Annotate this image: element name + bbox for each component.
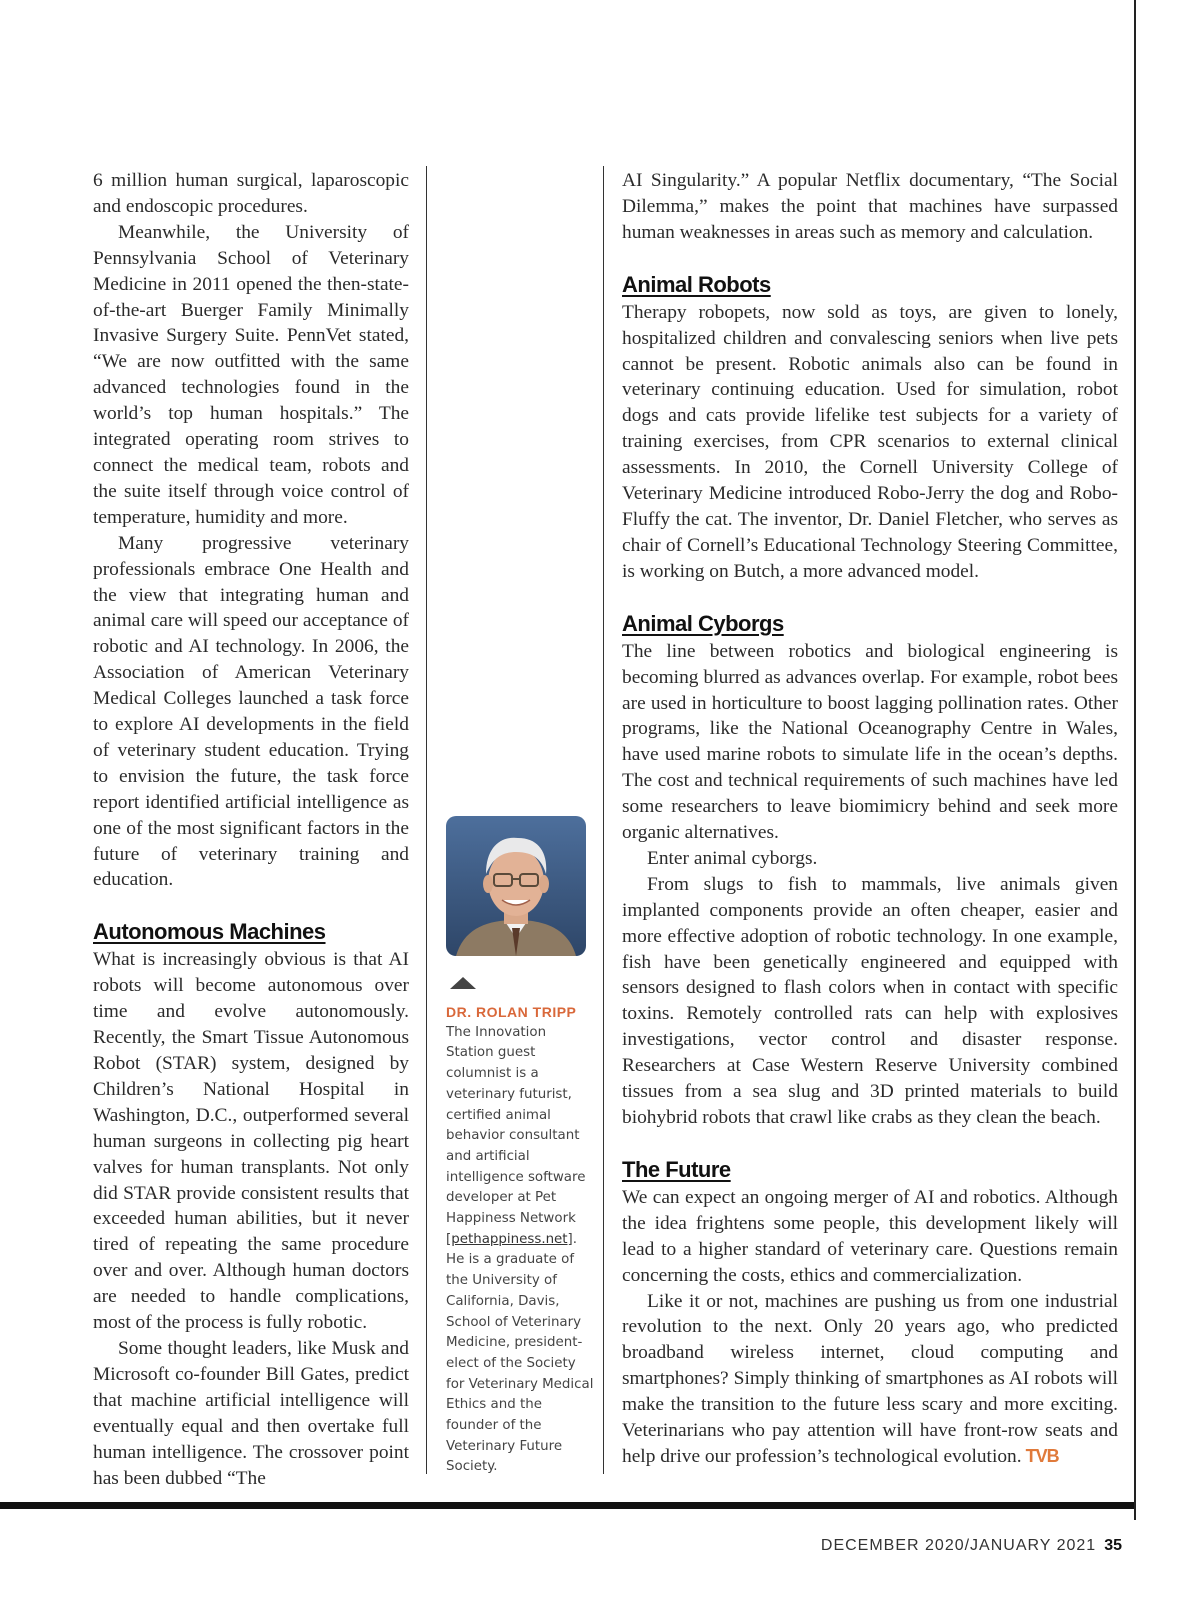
end-mark-logo: TVB <box>1025 1445 1059 1466</box>
caption-text-continued: ]. He is a graduate of the University of California, Davis, School of Veterinary Medicine, president-elect of the Society for Veterinary Medical Ethics and the founder of the Veterinary Future Society. <box>446 1231 594 1475</box>
caption-text: The Innovation Station guest columnist is a veterinary futurist, certified animal behavior consultant and artificial intelligence software developer at Pet Happiness Network [ <box>446 1024 586 1247</box>
paragraph: We can expect an ongoing merger of AI and robotics. Although the idea frightens some people, this development likely will lead to a higher standard of veterinary care. Questions remain concerning the costs, ethics and commercialization. <box>622 1186 1118 1286</box>
paragraph: Many progressive veterinary professionals embrace One Health and the view that integrating human and animal care will speed our acceptance of robotic and AI technology. In 2006, the Association of American Veterinary Medical Colleges launched a task force to explore AI developments in the field of veterinary student education. Trying to envision the future, the task force report identified artificial intelligence as one of the most significant factors in the future of veterinary training and education. <box>93 532 409 891</box>
page-edge-rule <box>1134 0 1136 1520</box>
heading-animal-robots: Animal Robots <box>622 271 771 297</box>
column-divider-right <box>603 166 604 1474</box>
paragraph: Meanwhile, the University of Pennsylvania School of Veterinary Medicine in 2011 opened the then-state-of-the-art Buerger Family Minimally Invasive Surgery Suite. PennVet stated, “We are now outfitted with the same advanced technologies found in the world’s top human hospitals.” The integrated operating room strives to connect the medical team, robots and the suite itself through voice control of temperature, humidity and more. <box>93 221 409 528</box>
heading-autonomous-machines: Autonomous Machines <box>93 919 326 945</box>
caption-arrow-icon <box>450 977 476 989</box>
paragraph: Therapy robopets, now sold as toys, are given to lonely, hospitalized children and convalescing seniors when live pets cannot be present. Robotic animals also can be found in veterinary continuing education. Used for simulation, robot dogs and cats provide lifelike test subjects for a variety of training exercises, from CPR scenarios to external clinical assessments. In 2010, the Cornell University College of Veterinary Medicine introduced Robo-Jerry the dog and Robo-Fluffy the cat. The inventor, Dr. Daniel Fletcher, who serves as chair of Cornell’s Educational Technology Steering Committee, is working on Butch, a more advanced model. <box>622 301 1118 582</box>
heading-animal-cyborgs: Animal Cyborgs <box>622 610 784 636</box>
pethappiness-link[interactable]: pethappiness.net <box>451 1231 568 1247</box>
paragraph: Some thought leaders, like Musk and Microsoft co-founder Bill Gates, predict that machine artificial intelligence will eventually equal and then overtake full human intelligence. The crossover point has been dubbed “The <box>93 1337 409 1489</box>
heading-the-future: The Future <box>622 1156 731 1182</box>
author-caption <box>446 1002 596 1478</box>
footer-rule <box>0 1502 1134 1509</box>
paragraph: The line between robotics and biological engineering is becoming blurred as advances overlap. For example, robot bees are used in horticulture to boost lagging pollination rates. Other programs, like the National Oceanography Centre in Wales, have used marine robots to simulate life in the ocean’s depths. The cost and technical requirements of such machines have led some researchers to leave biomimicry behind and seek more organic alternatives. <box>622 640 1118 844</box>
paragraph: Enter animal cyborgs. <box>647 847 818 869</box>
author-photo <box>446 816 586 956</box>
page-footer <box>821 1537 1122 1555</box>
paragraph: AI Singularity.” A popular Netflix documentary, “The Social Dilemma,” makes the point that machines have surpassed human weaknesses in areas such as memory and calculation. <box>622 170 1118 243</box>
paragraph-text: Like it or not, machines are pushing us from one industrial revolution to the next. Only 20 years ago, who predicted broadband wireless internet, cloud computing and smartphones? Simply thinking of smartphones as AI robots will make the transition to the future less scary and more exciting. Veterinarians who pay attention will have front-row seats and help drive our profession’s technological evolution. <box>622 1290 1118 1467</box>
paragraph: What is increasingly obvious is that AI robots will become autonomous over time and evolve autonomously. Recently, the Smart Tissue Autonomous Robot (STAR) system, designed by Children’s National Hospital in Washington, D.C., outperformed several human surgeons in collecting pig heart valves for human transplants. Not only did STAR provide consistent results that exceeded human abilities, but it never tired of repeating the same procedure over and over. Although human doctors are needed to handle complications, most of the process is fully robotic. <box>93 949 409 1334</box>
paragraph: From slugs to fish to mammals, live animals given implanted components provide an often cheaper, easier and more effective adoption of robotic technology. In one example, fish have been genetically engineered and equipped with sensors designed to flash colors when in contact with specific toxins. Remotely controlled rats can help with explosives investigations, vector control and disaster response. Researchers at Case Western Reserve University combined tissues from a sea slug and 3D printed materials to build biohybrid robots that crawl like crabs as they clean the beach. <box>622 873 1118 1128</box>
right-column <box>622 168 1118 1470</box>
column-divider-left <box>426 166 427 1474</box>
paragraph: 6 million human surgical, laparoscopic and endoscopic procedures. <box>93 170 409 217</box>
left-column <box>93 168 409 1491</box>
paragraph <box>622 1289 1118 1470</box>
author-name: DR. ROLAN TRIPP <box>446 1004 577 1020</box>
page-number: 35 <box>1104 1537 1122 1554</box>
issue-date: DECEMBER 2020/JANUARY 2021 <box>820 1537 1097 1554</box>
